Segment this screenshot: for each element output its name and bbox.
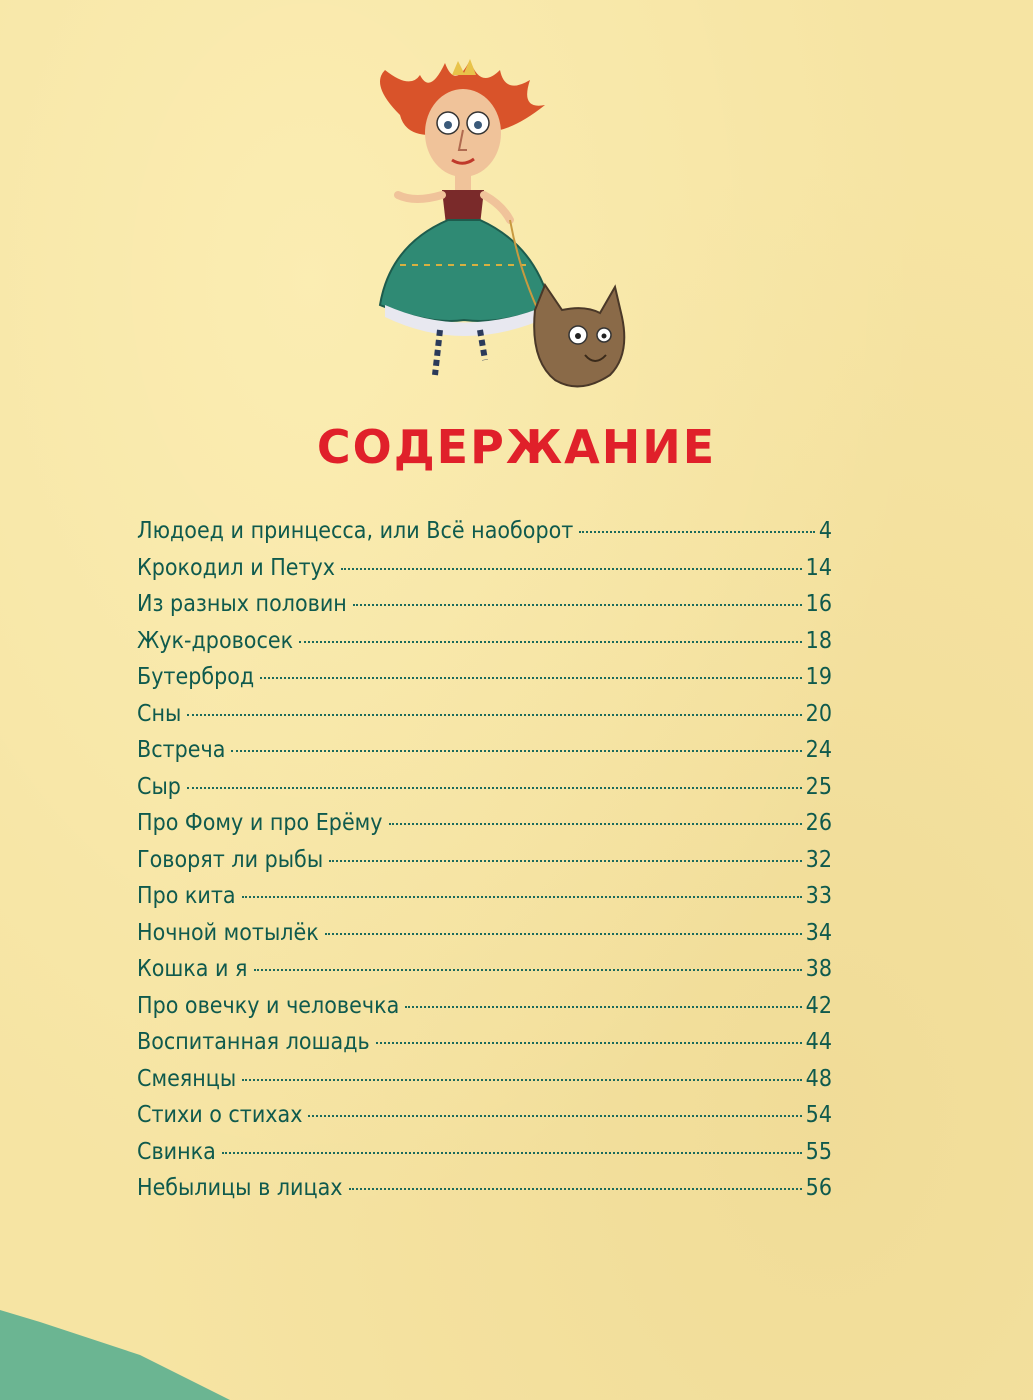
toc-entry-title: Про кита [137, 883, 236, 909]
toc-entry[interactable] [137, 847, 832, 884]
toc-entry-title: Небылицы в лицах [137, 1175, 343, 1201]
princess-with-dog-illustration [330, 55, 690, 415]
dot-leader [222, 1152, 802, 1154]
dot-leader [329, 860, 802, 862]
toc-entry[interactable] [137, 920, 832, 957]
toc-entry[interactable] [137, 774, 832, 811]
dot-leader [579, 531, 815, 533]
toc-entry[interactable] [137, 1139, 832, 1176]
page-title: СОДЕРЖАНИЕ [316, 420, 717, 474]
toc-entry-title: Жук-дровосек [137, 627, 294, 654]
toc-entry-title: Говорят ли рыбы [137, 846, 324, 873]
toc-entry-title: Смеянцы [137, 1065, 237, 1092]
toc-entry-title: Крокодил и Петух [137, 554, 336, 581]
toc-entry[interactable] [137, 1102, 832, 1139]
toc-entry-page: 25 [805, 773, 832, 800]
dot-leader [308, 1115, 801, 1117]
toc-entry-page: 44 [805, 1029, 832, 1055]
toc-entry-page: 42 [805, 992, 832, 1019]
toc-entry-page: 16 [805, 591, 832, 617]
toc-entry-page: 18 [805, 627, 832, 654]
toc-entry-title: Сыр [137, 773, 181, 800]
toc-entry-page: 4 [818, 518, 832, 544]
toc-entry-page: 38 [805, 956, 832, 982]
dot-leader [405, 1006, 801, 1008]
toc-entry-title: Сны [137, 700, 182, 727]
toc-entry[interactable] [137, 1029, 832, 1066]
toc-entry[interactable] [137, 883, 832, 920]
toc-entry-page: 48 [805, 1065, 832, 1092]
toc-entry-title: Встреча [137, 737, 226, 763]
toc-entry-page: 19 [805, 664, 832, 690]
toc-entry-title: Бутерброд [137, 664, 255, 690]
toc-entry-title: Кошка и я [137, 956, 248, 982]
toc-entry-title: Воспитанная лошадь [137, 1029, 370, 1055]
toc-entry-page: 32 [805, 846, 832, 873]
toc-entry[interactable] [137, 810, 832, 847]
dot-leader [260, 677, 801, 679]
toc-entry-title: Ночной мотылёк [137, 919, 319, 946]
toc-entry[interactable] [137, 1175, 832, 1212]
toc-entry-page: 14 [805, 554, 832, 581]
toc-entry[interactable] [137, 518, 832, 555]
dot-leader [242, 896, 802, 898]
dot-leader [231, 750, 801, 752]
toc-entry-page: 33 [805, 883, 832, 909]
toc-entry-title: Из разных половин [137, 591, 347, 617]
toc-entry[interactable] [137, 737, 832, 774]
dot-leader [242, 1079, 801, 1081]
toc-entry-page: 55 [805, 1138, 832, 1165]
toc-entry[interactable] [137, 956, 832, 993]
toc-entry-page: 56 [805, 1175, 832, 1201]
toc-entry[interactable] [137, 1066, 832, 1103]
toc-entry-title: Про овечку и человечка [137, 992, 400, 1019]
toc-entry[interactable] [137, 591, 832, 628]
toc-entry-page: 54 [805, 1102, 832, 1128]
dot-leader [389, 823, 802, 825]
table-of-contents [137, 518, 832, 1212]
toc-entry-page: 24 [805, 737, 832, 763]
toc-entry-page: 34 [805, 919, 832, 946]
dot-leader [325, 933, 802, 935]
toc-entry-title: Людоед и принцесса, или Всё наоборот [137, 518, 574, 544]
toc-entry-title: Про Фому и про Ерёму [137, 810, 383, 836]
dot-leader [353, 604, 802, 606]
dot-leader [299, 641, 802, 643]
toc-entry-page: 26 [805, 810, 832, 836]
toc-entry-title: Свинка [137, 1138, 216, 1165]
green-corner-shape [0, 1300, 240, 1400]
dot-leader [376, 1042, 802, 1044]
toc-entry[interactable] [137, 628, 832, 665]
toc-entry-page: 20 [805, 700, 832, 727]
dot-leader [341, 568, 802, 570]
dot-leader [254, 969, 802, 971]
toc-entry[interactable] [137, 555, 832, 592]
toc-entry[interactable] [137, 701, 832, 738]
dot-leader [187, 714, 801, 716]
dot-leader [349, 1188, 802, 1190]
dot-leader [187, 787, 802, 789]
toc-entry[interactable] [137, 664, 832, 701]
toc-entry[interactable] [137, 993, 832, 1030]
toc-entry-title: Стихи о стихах [137, 1102, 303, 1128]
